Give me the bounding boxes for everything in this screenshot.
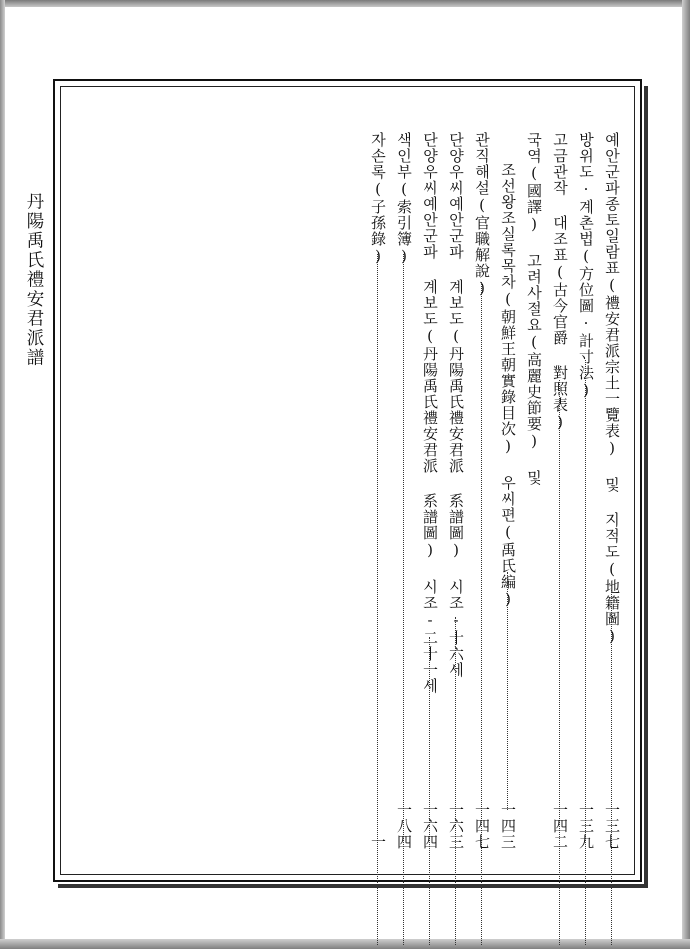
toc-entry[interactable] [442,132,470,850]
toc-entry[interactable] [494,162,522,850]
toc-entry[interactable] [598,132,626,850]
dot-leader [611,590,612,945]
dot-leader [585,360,586,945]
toc-entry[interactable] [572,132,600,850]
toc-entry[interactable] [390,132,418,850]
toc-entry-title: 단양우씨예안군파 계보도(丹陽禹氏禮安君派 系譜圖) 시조-十六세 [447,132,465,678]
dot-leader [559,380,560,945]
toc-page-number: 一三九 [577,802,595,850]
toc-page-number: 一三七 [603,802,621,850]
toc-entry-title: 관직해설(官職解說) [473,132,491,298]
toc-entry-title: 고금관작 대조표(古今官爵 對照表) [551,132,569,432]
dot-leader [429,637,430,945]
toc-page-number: 一四二 [551,802,569,850]
toc-entry-title: 단양우씨예안군파 계보도(丹陽禹氏禮安君派 系譜圖) 시조-二十一세 [421,132,439,694]
toc-entry-title: 색인부(索引簿) [395,132,413,266]
toc-page-number: 一四七 [473,802,491,850]
dot-leader [455,617,456,945]
page-edge-right [682,0,690,949]
toc-entry-title: 자손록(子孫錄) [369,132,387,266]
toc-entry[interactable] [416,132,444,850]
toc-page-number: 一八四 [395,802,413,850]
toc-entry-title: 조선왕조실록목차(朝鮮王朝實錄目次) 우씨편(禹氏編) [499,162,517,609]
toc-entry[interactable] [364,132,392,850]
toc-entry-title: 국역(國譯) 고려사절요(高麗史節要) 및 [525,132,543,486]
toc-page-number: 一六三 [447,802,465,850]
toc-entry [520,132,548,850]
toc-page-number: 一四三 [499,802,517,850]
frame-shadow-right [644,86,648,886]
dot-leader [507,572,508,810]
toc-page-number: 一六四 [421,802,439,850]
toc-entry-title: 방위도·계촌법(方位圖·計寸法) [577,132,595,400]
toc-page-number: 一 [369,834,387,850]
toc-entry[interactable] [468,132,496,850]
toc-entry[interactable] [546,132,574,850]
book-title: 丹陽禹氏禮安君派譜 [24,192,44,368]
page-edge-left [0,0,5,949]
toc-entry-title: 예안군파종토일람표(禮安君派宗土一覽表) 및 지적도(地籍圖) [603,132,621,646]
page-edge-bottom [0,939,690,949]
page-edge-top [0,0,690,7]
